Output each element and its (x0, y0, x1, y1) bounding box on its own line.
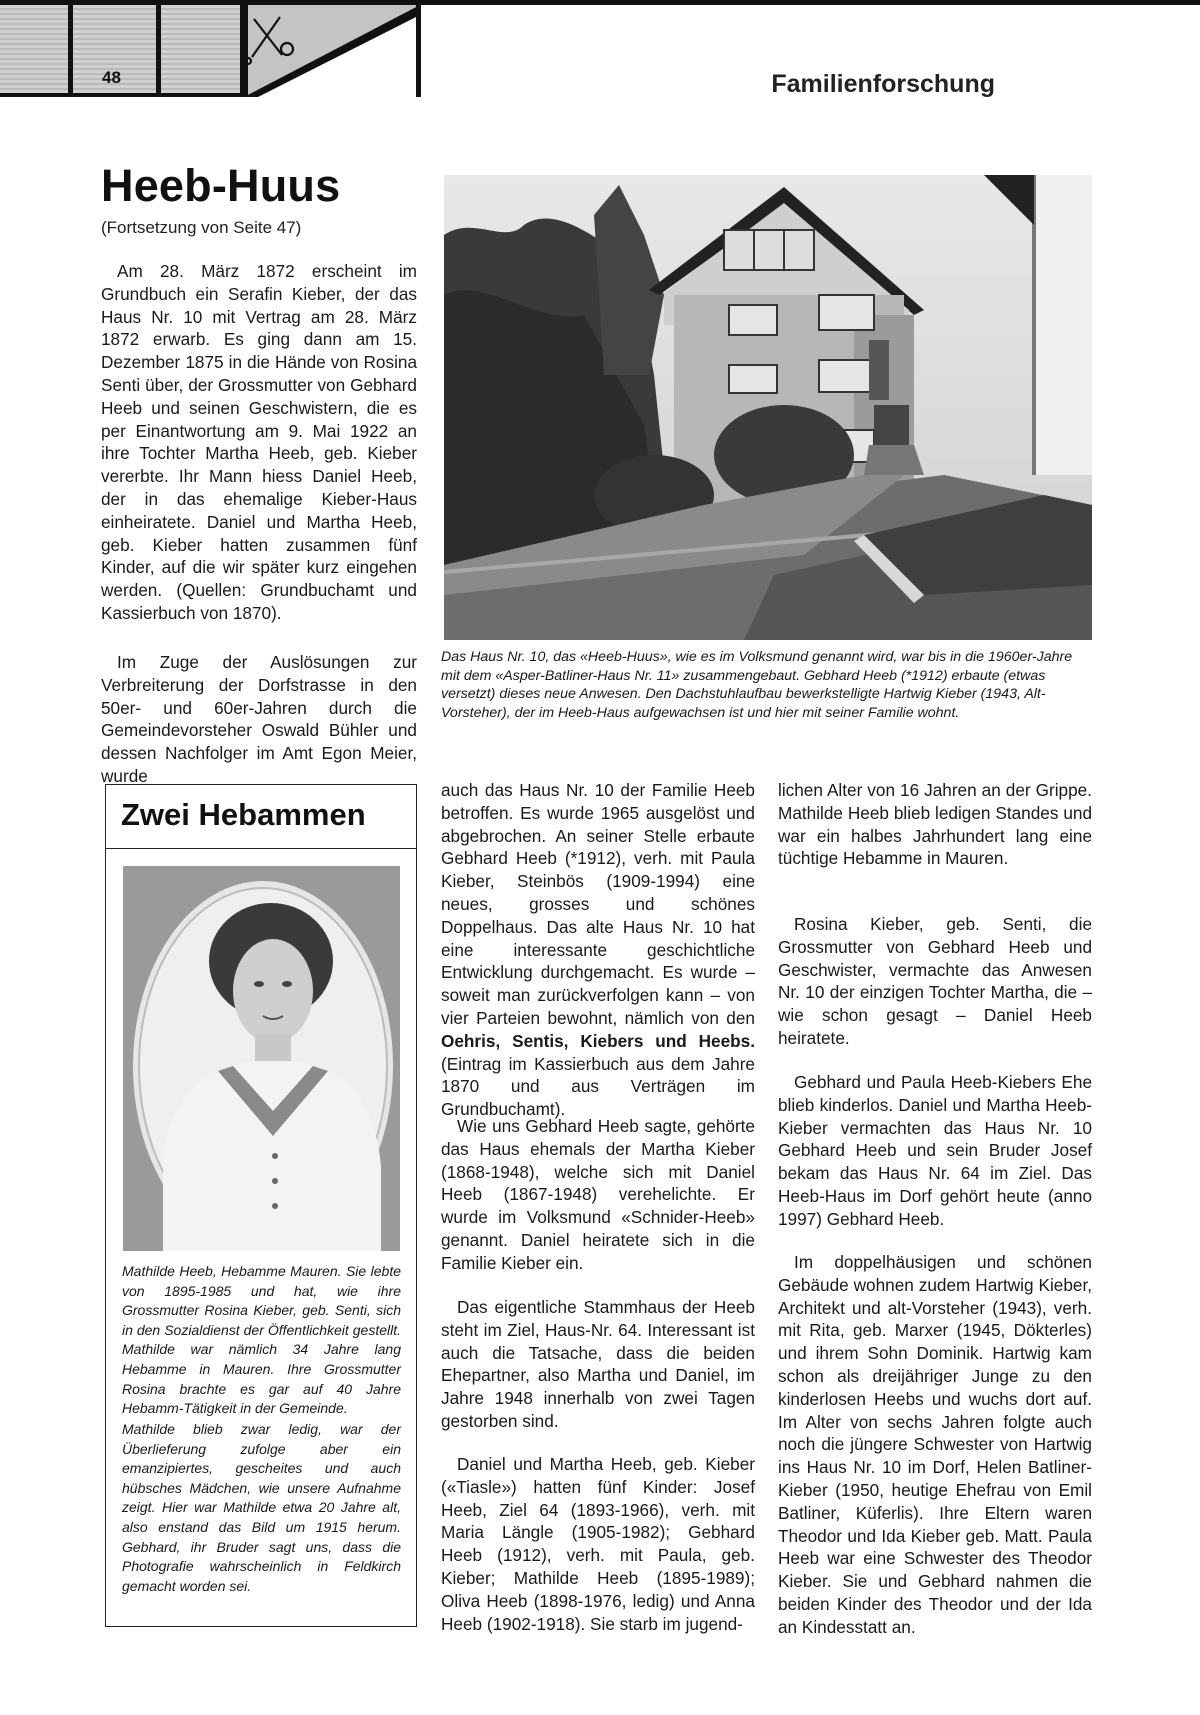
paragraph: Im doppelhäusigen und schönen Gebäude wohnen zudem Hartwig Kieber, Architekt und alt-Vorsteher (1943), verh. mit Rita, geb. Marxer (1945, Dökterles) und ihrem Sohn Dominik. Hartwig kam schon als dreijähriger Junge zu den kinderlosen Heebs und wuchs dort auf. Im Alter von sechs Jahren folgte auch noch die jüngere Schwester von Hartwig ins Haus Nr. 10 im Dorf, Helen Batliner-Kieber (1950, heutige Ehefrau von Emil Batliner, Küferlis). Ihre Eltern waren Theodor und Ida Kieber geb. Matt. Paula Heeb war eine Schwester des Theodor Kieber. Sie und Gebhard nahmen die beiden Kinder des Theodor und der Ida an Kindesstatt an. (778, 1252, 1092, 1637)
paragraph: Das eigentliche Stammhaus der Heeb steht im Ziel, Haus-Nr. 64. Interessant ist auch die Tatsache, dass die beiden Ehepartner, also Martha und Daniel, im Jahre 1948 innerhalb von zwei Tagen gestorben sind. (441, 1297, 755, 1431)
paragraph: Wie uns Gebhard Heeb sagte, gehörte das Haus ehemals der Martha Kieber (1868-1948), welche sich mit Daniel Heeb (1867-1948) verehelichte. Er wurde im Volksmund «Schnider-Heeb» genannt. Daniel heiratete sich in die Familie Kieber ein. (441, 1116, 755, 1273)
paragraph (441, 779, 755, 1121)
box-title: Zwei Hebammen (121, 797, 366, 832)
article-subtitle: (Fortsetzung von Seite 47) (101, 218, 302, 237)
paragraph-bold-text: Oehris, Sentis, Kiebers und Heebs. (441, 1030, 755, 1051)
header-divider (156, 5, 161, 97)
paragraph: Im Zuge der Auslösungen zur Verbreiterung der Dorfstrasse in den 50er- und 60er-Jahren durch die Gemeindevorsteher Oswald Bühler und dessen Nachfolger im Amt Egon Meier, wurde (101, 652, 417, 786)
paragraph-text: auch das Haus Nr. 10 der Familie Heeb betroffen. Es wurde 1965 ausgelöst und abgebrochen. An seiner Stelle erbaute Gebhard Heeb (*1912), verh. mit Paula Kieber, Steinbös (1909-1994) eine neues, grosses und schönes Doppelhaus. Das alte Haus Nr. 10 hat eine interessante geschichtliche Entwicklung durchgemacht. Es wurde – soweit man zurückverfolgen kann – von vier Parteien bewohnt, nämlich von den (441, 780, 755, 1028)
photo-caption: Das Haus Nr. 10, das «Heeb-Huus», wie es im Volksmund genannt wird, war bis in die 1960er-Jahre mit dem «Asper-Batliner-Haus Nr. 11» zusammengebaut. Gebhard Heeb (*1912) erbaute (etwas versetzt) dieses neue Anwesen. Den Dachstuhlaufbau bewerkstelligte Hartwig Kieber (1943, Alt-Vorsteher), der im Heeb-Haus aufgewachsen ist und hier mit seiner Familie wohnt. (441, 649, 1073, 722)
header-divider (68, 5, 73, 97)
page-number: 48 (102, 68, 121, 87)
paragraph-text: (Eintrag im Kassierbuch aus dem Jahre 1870 und aus Verträgen im Grundbuchamt). (441, 1053, 755, 1120)
paragraph: Rosina Kieber, geb. Senti, die Grossmutter von Gebhard Heeb und Geschwister, vermachte das Anwesen Nr. 10 der einzigen Tochter Martha, die – wie schon gesagt – Daniel Heeb heiratete. (778, 914, 1092, 1048)
portrait-photo (123, 866, 400, 1251)
paragraph: Daniel und Martha Heeb, geb. Kieber («Tiasle») hatten fünf Kinder: Josef Heeb, Ziel 64 (1893-1966), verh. mit Maria Längle (1905-1982); Gebhard Heeb (1912), verh. mit Paula, geb. Kieber; Mathilde Heeb (1895-1989); Oliva Heeb (1898-1976, ledig) und Anna Heeb (1902-1918). Sie starb im jugend- (441, 1454, 755, 1634)
house-photo (444, 175, 1092, 640)
section-title: Familienforschung (771, 70, 995, 98)
portrait-caption: Mathilde blieb zwar ledig, war der Überlieferung zufolge aber ein emanzipiertes, gescheites und auch hübsches Mädchen, wie unsere Aufnahme zeigt. Hier war Mathilde etwa 20 Jahre alt, also enstand das Bild um 1915 herum. Gebhard, ihr Bruder sagt uns, dass die Photografie wahrscheinlich in Feldkirch gemacht worden sei. (122, 1421, 401, 1594)
paragraph: lichen Alter von 16 Jahren an der Grippe. Mathilde Heeb blieb ledigen Standes und war ein halbes Jahrhundert lang eine tüchtige Hebamme in Mauren. (778, 780, 1092, 869)
article-title: Heeb-Huus (101, 160, 341, 211)
box-title-rule (105, 848, 417, 849)
portrait-caption: Mathilde Heeb, Hebamme Mauren. Sie lebte von 1895-1985 und hat, wie ihre Grossmutter Rosina Kieber, geb. Senti, sich in den Sozialdienst der Öffentlichkeit gestellt. Mathilde war nämlich 34 Jahre lang Hebamme in Mauren. Ihre Grossmutter Rosina brachte es gar auf 40 Jahre Hebamm-Tätigkeit in der Gemeinde. (122, 1263, 401, 1417)
paragraph: Am 28. März 1872 erscheint im Grundbuch ein Serafin Kieber, der das Haus Nr. 10 mit Vertrag am 28. März 1872 erwarb. Es ging dann am 15. Dezember 1875 in die Hände von Rosina Senti über, der Grossmutter von Gebhard Heeb und seinen Geschwistern, die es per Einantwortung am 9. Mai 1922 an ihre Tochter Martha Heeb, geb. Kieber vererbte. Ihr Mann hiess Daniel Heeb, der in das ehemalige Kieber-Haus einheiratete. Daniel und Martha Heeb, geb. Kieber hatten zusammen fünf Kinder, auf die wir später kurz eingehen werden. (Quellen: Grundbuchamt und Kassierbuch von 1870). (101, 261, 417, 623)
crossed-scissors-icon (244, 5, 420, 97)
paragraph: Gebhard und Paula Heeb-Kiebers Ehe blieb kinderlos. Daniel und Martha Heeb-Kieber vermachten das Haus Nr. 10 Gebhard Heeb und sein Bruder Josef bekam das Haus Nr. 64 im Ziel. Das Heeb-Haus im Dorf gehört heute (anno 1997) Gebhard Heeb. (778, 1072, 1092, 1229)
